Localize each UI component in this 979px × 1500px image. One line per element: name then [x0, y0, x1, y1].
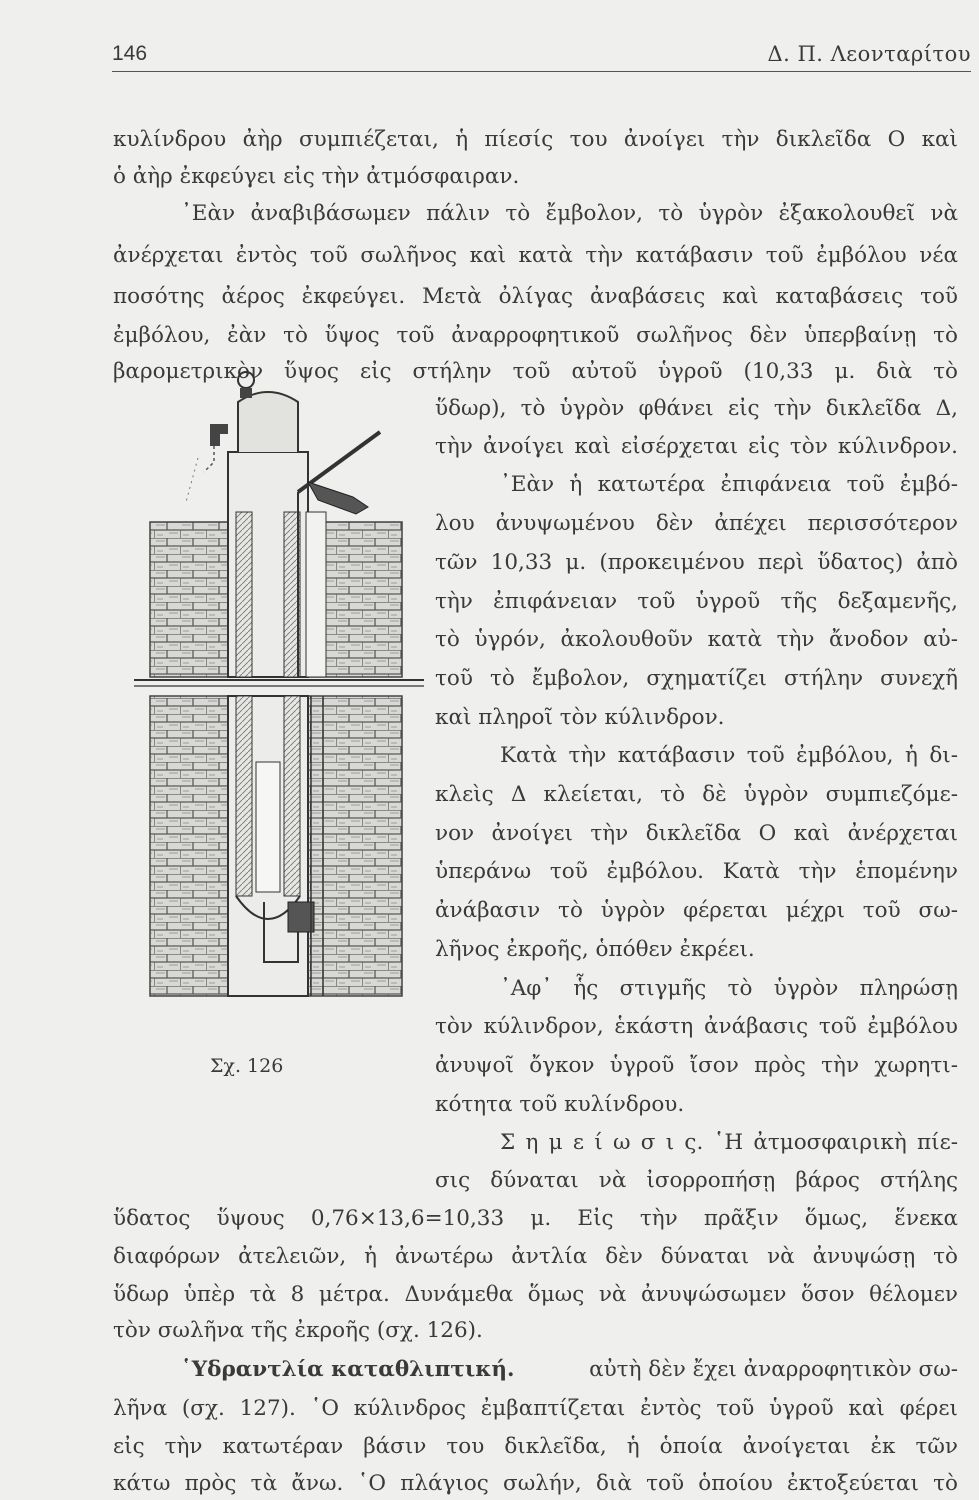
text-line: τῶν 10,33 μ. (προκειμένου περὶ ὕδατος) ἀπὸ [435, 550, 958, 575]
text-line: τὴν ἀνοίγει καὶ εἰσέρχεται εἰς τὸν κύλινδρον. [435, 434, 958, 459]
text-line: λῆνα (σχ. 127). ῾Ο κύλινδρος ἐμβαπτίζεται ἐντὸς τοῦ ὑγροῦ καὶ φέρει [113, 1396, 958, 1421]
text-line: κάτω πρὸς τὰ ἄνω. ῾Ο πλάγιος σωλήν, διὰ τοῦ ὁποίου ἐκτοξεύεται τὸ [113, 1471, 958, 1496]
text-line: εἰς τὴν κατωτέραν βάσιν του δικλεῖδα, ἡ ὁποία ἀνοίγεται ἐκ τῶν [113, 1434, 958, 1459]
section-paragraph-start [181, 1359, 958, 1381]
text-line: λῆνος ἐκροῆς, ὁπόθεν ἐκρέει. [435, 937, 755, 962]
section-heading: ῾Υδραντλία καταθλιπτική. [181, 1357, 515, 1382]
text-line: ὕδατος ὕψους 0,76×13,6=10,33 μ. Εἰς τὴν πρᾶξιν ὅμως, ἕνεκα [113, 1206, 958, 1231]
text-line: ὁ ἀὴρ ἐκφεύγει εἰς τὴν ἀτμόσφαιραν. [113, 164, 520, 189]
figure-caption: Σχ. 126 [210, 1055, 284, 1077]
text-line: ὕδωρ ὑπὲρ τὰ 8 μέτρα. Δυνάμεθα ὅμως νὰ ἀνυψώσωμεν ὅσον θέλομεν [113, 1282, 958, 1307]
text-line: ἀνέρχεται ἐντὸς τοῦ σωλῆνος καὶ κατὰ τὴν κατάβασιν τοῦ ἐμβόλου νέα [113, 243, 958, 268]
text-line: ᾽Αφ᾽ ἧς στιγμῆς τὸ ὑγρὸν πληρώσῃ [500, 976, 958, 1001]
text-line: ᾽Εὰν ἀναβιβάσωμεν πάλιν τὸ ἔμβολον, τὸ ὑγρὸν ἐξακολουθεῖ νὰ [181, 201, 958, 226]
text-line: Σ η μ ε ί ω σ ι ς. ῾Η ἀτμοσφαιρικὴ πίε- [500, 1130, 958, 1155]
text-line: τὴν ἐπιφάνειαν τοῦ ὑγροῦ τῆς δεξαμενῆς, [435, 589, 958, 614]
text-line: ἐμβόλου, ἐὰν τὸ ὕψος τοῦ ἀναρροφητικοῦ σωλῆνος δὲν ὑπερβαίνῃ τὸ [113, 323, 958, 348]
text-line: βαρομετρικὸν ὕψος εἰς στήλην τοῦ αὐτοῦ ὑγροῦ (10,33 μ. διὰ τὸ [113, 359, 958, 384]
text-line: Κατὰ τὴν κατάβασιν τοῦ ἐμβόλου, ἡ δι- [500, 743, 958, 768]
text-line: νον ἀνοίγει τὴν δικλεῖδα Ο καὶ ἀνέρχεται [435, 821, 958, 846]
text-line: ᾽Εὰν ἡ κατωτέρα ἐπιφάνεια τοῦ ἐμβό- [500, 472, 958, 497]
text-line: ἀνυψοῖ ὄγκον ὑγροῦ ἴσον πρὸς τὴν χωρητι- [435, 1053, 958, 1078]
page-header [112, 42, 971, 72]
pump-illustration [128, 362, 428, 1024]
text-line: ὕδωρ), τὸ ὑγρὸν φθάνει εἰς τὴν δικλεῖδα Δ, [435, 396, 958, 421]
text-line: κότητα τοῦ κυλίνδρου. [435, 1092, 685, 1117]
text-line: κυλίνδρου ἀὴρ συμπιέζεται, ἡ πίεσίς του ἀνοίγει τὴν δικλεῖδα Ο καὶ [113, 127, 958, 152]
running-title: Δ. Π. Λεονταρίτου [767, 42, 971, 66]
text-line: τὸν κύλινδρον, ἑκάστη ἀνάβασις τοῦ ἐμβόλου [435, 1014, 958, 1039]
text-line: κλεὶς Δ κλείεται, τὸ δὲ ὑγρὸν συμπιεζόμε- [435, 782, 958, 807]
text-line: τὸν σωλῆνα τῆς ἐκροῆς (σχ. 126). [113, 1318, 483, 1343]
header-rule [112, 71, 971, 72]
lower-section [150, 696, 402, 996]
text-line: καὶ πληροῖ τὸν κύλινδρον. [435, 705, 725, 730]
text-line: ὑπεράνω τοῦ ἐμβόλου. Κατὰ τὴν ἑπομένην [435, 859, 958, 884]
text-line: διαφόρων ἀτελειῶν, ἡ ἀνωτέρω ἀντλία δὲν δύναται νὰ ἀνυψώσῃ τὸ [113, 1244, 958, 1269]
text-line: ποσότης ἀέρος ἐκφεύγει. Μετὰ ὀλίγας ἀναβάσεις καὶ καταβάσεις τοῦ [113, 284, 958, 309]
text-line: τοῦ τὸ ἔμβολον, σχηματίζει στήλην συνεχῆ [435, 666, 958, 691]
upper-section [150, 372, 402, 677]
text-line: τὸ ὑγρόν, ἀκολουθοῦν κατὰ τὴν ἄνοδον αὐ- [435, 627, 958, 652]
text-line: σις δύναται νὰ ἰσορροπήσῃ βάρος στήλης [435, 1168, 958, 1193]
text-line: αὐτὴ δὲν ἔχει ἀναρροφητικὸν σω- [589, 1357, 958, 1382]
text-line: λου ἀνυψωμένου δὲν ἀπέχει περισσότερον [435, 511, 958, 536]
text-line: ἀνάβασιν τὸ ὑγρὸν φέρεται μέχρι τοῦ σω- [435, 898, 958, 923]
page-number: 146 [112, 42, 148, 65]
